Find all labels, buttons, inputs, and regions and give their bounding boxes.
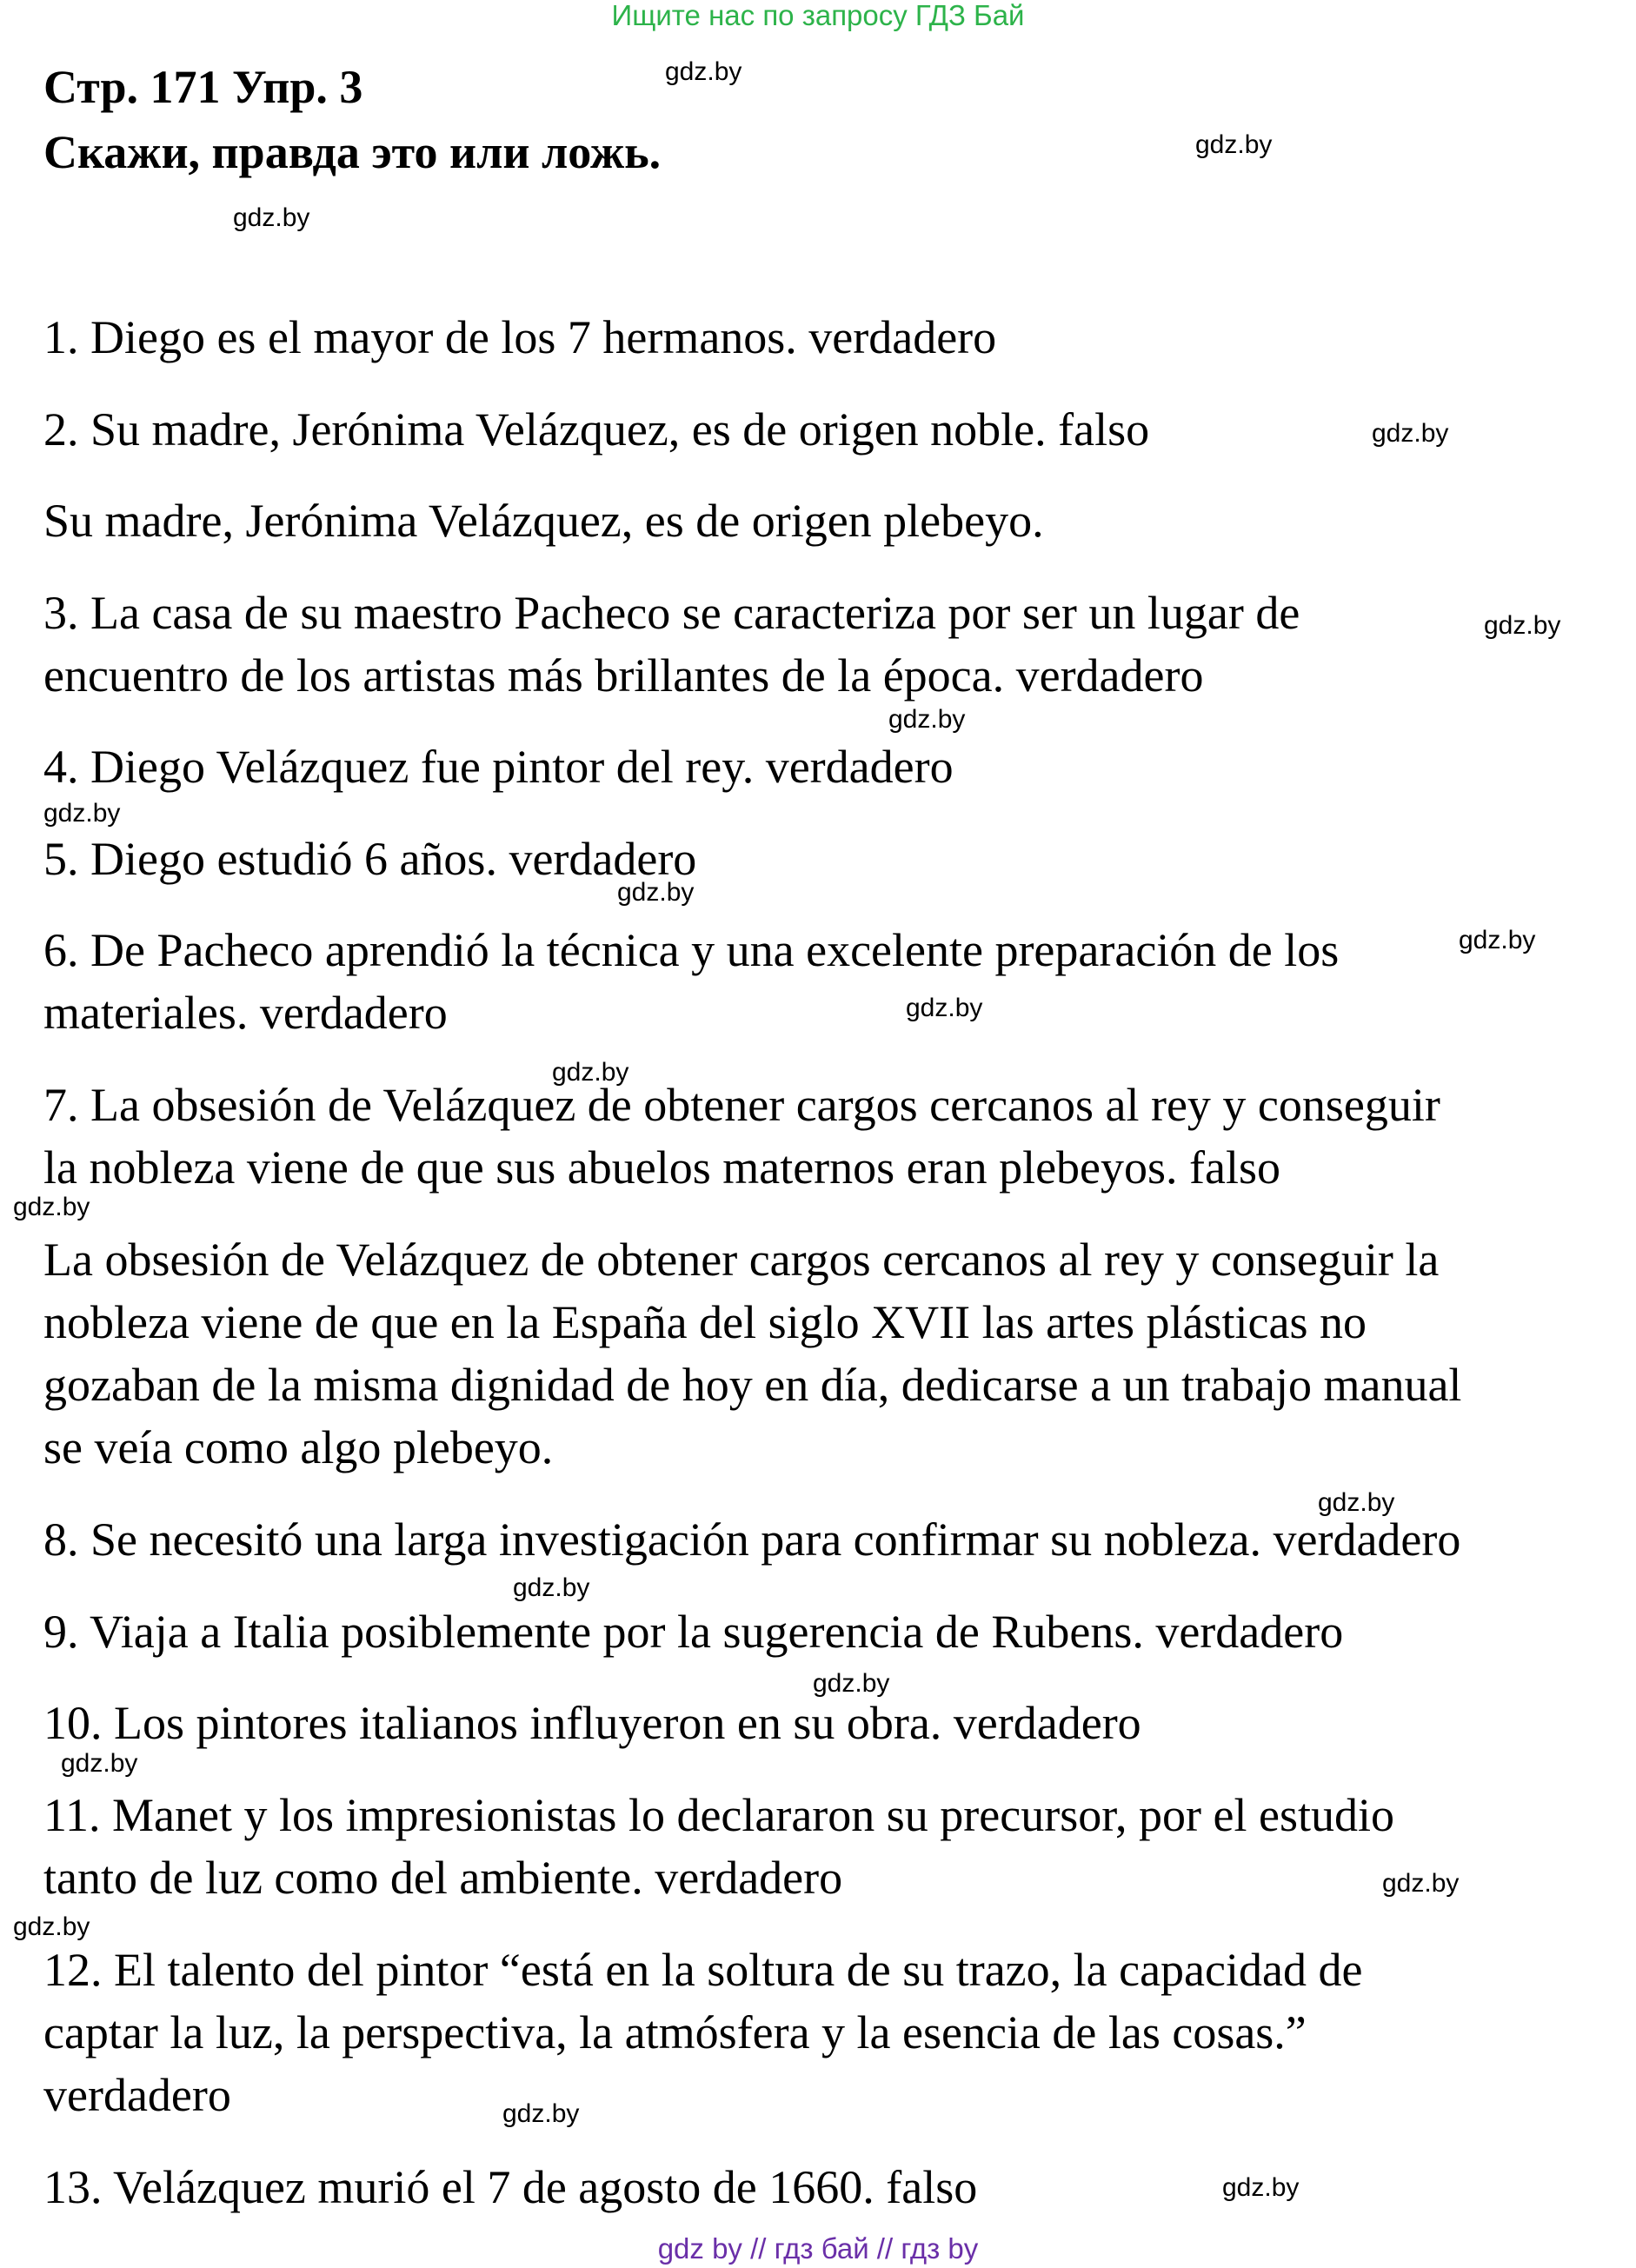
answer-line: 4. Diego Velázquez fue pintor del rey. verdadero (43, 741, 954, 793)
answer-line: 5. Diego estudió 6 años. verdadero (43, 833, 697, 885)
watermark: gdz.by (513, 1573, 590, 1602)
watermark: gdz.by (1195, 130, 1273, 159)
answer-line: verdadero (43, 2069, 231, 2121)
footer-links[interactable]: gdz by // гдз бай // гдз by (657, 2232, 979, 2265)
answer-line: 11. Manet y los impresionistas lo declararon su precursor, por el estudio (43, 1789, 1394, 1841)
exercise-instruction: Скажи, правда это или ложь. (43, 126, 662, 178)
answer-line: 3. La casa de su maestro Pacheco se caracteriza por ser un lugar de (43, 587, 1300, 639)
watermark: gdz.by (1318, 1488, 1395, 1517)
answer-line: 12. El talento del pintor “está en la soltura de su trazo, la capacidad de (43, 1944, 1363, 1996)
watermark: gdz.by (1484, 611, 1561, 640)
answer-line: captar la luz, la perspectiva, la atmósfera y la esencia de las cosas.” (43, 2006, 1307, 2058)
answer-line: 6. De Pacheco aprendió la técnica y una excelente preparación de los (43, 924, 1340, 976)
watermark: gdz.by (43, 799, 121, 828)
page-title: Стр. 171 Упр. 3 (43, 61, 363, 113)
answer-line: se veía como algo plebeyo. (43, 1421, 554, 1473)
answer-line: La obsesión de Velázquez de obtener cargos cercanos al rey y conseguir la (43, 1234, 1440, 1286)
answer-line: 1. Diego es el mayor de los 7 hermanos. verdadero (43, 311, 997, 363)
watermark: gdz.by (617, 878, 695, 907)
answer-line: Su madre, Jerónima Velázquez, es de origen plebeyo. (43, 495, 1044, 547)
watermark: gdz.by (13, 1193, 90, 1221)
answer-line: 13. Velázquez murió el 7 de agosto de 1660. falso (43, 2161, 978, 2213)
watermark: gdz.by (552, 1058, 629, 1087)
answer-line: nobleza viene de que en la España del siglo XVII las artes plásticas no (43, 1296, 1367, 1348)
answer-line: 10. Los pintores italianos influyeron en su obra. verdadero (43, 1697, 1141, 1749)
watermark: gdz.by (13, 1912, 90, 1941)
top-banner[interactable]: Ищите нас по запросу ГДЗ Бай (611, 0, 1025, 31)
watermark: gdz.by (813, 1669, 890, 1698)
answer-line: 8. Se necesitó una larga investigación para confirmar su nobleza. verdadero (43, 1513, 1461, 1566)
answer-line: 7. La obsesión de Velázquez de obtener cargos cercanos al rey y conseguir (43, 1079, 1440, 1131)
watermark: gdz.by (906, 994, 983, 1022)
answer-line: 9. Viaja a Italia posiblemente por la sugerencia de Rubens. verdadero (43, 1606, 1344, 1658)
watermark: gdz.by (888, 705, 966, 734)
answer-line: materiales. verdadero (43, 987, 448, 1039)
watermark: gdz.by (665, 57, 742, 86)
answer-line: 2. Su madre, Jerónima Velázquez, es de origen noble. falso (43, 403, 1150, 456)
watermark: gdz.by (502, 2099, 580, 2128)
answer-line: encuentro de los artistas más brillantes de la época. verdadero (43, 649, 1204, 702)
watermark: gdz.by (1459, 926, 1536, 954)
watermark: gdz.by (61, 1749, 138, 1778)
answer-line: gozaban de la misma dignidad de hoy en día, dedicarse a un trabajo manual (43, 1359, 1462, 1411)
watermark: gdz.by (233, 203, 310, 232)
answer-line: tanto de luz como del ambiente. verdadero (43, 1852, 843, 1904)
watermark: gdz.by (1382, 1869, 1460, 1898)
answer-line: la nobleza viene de que sus abuelos maternos eran plebeyos. falso (43, 1141, 1281, 1194)
watermark: gdz.by (1372, 419, 1449, 448)
watermark: gdz.by (1222, 2173, 1300, 2202)
